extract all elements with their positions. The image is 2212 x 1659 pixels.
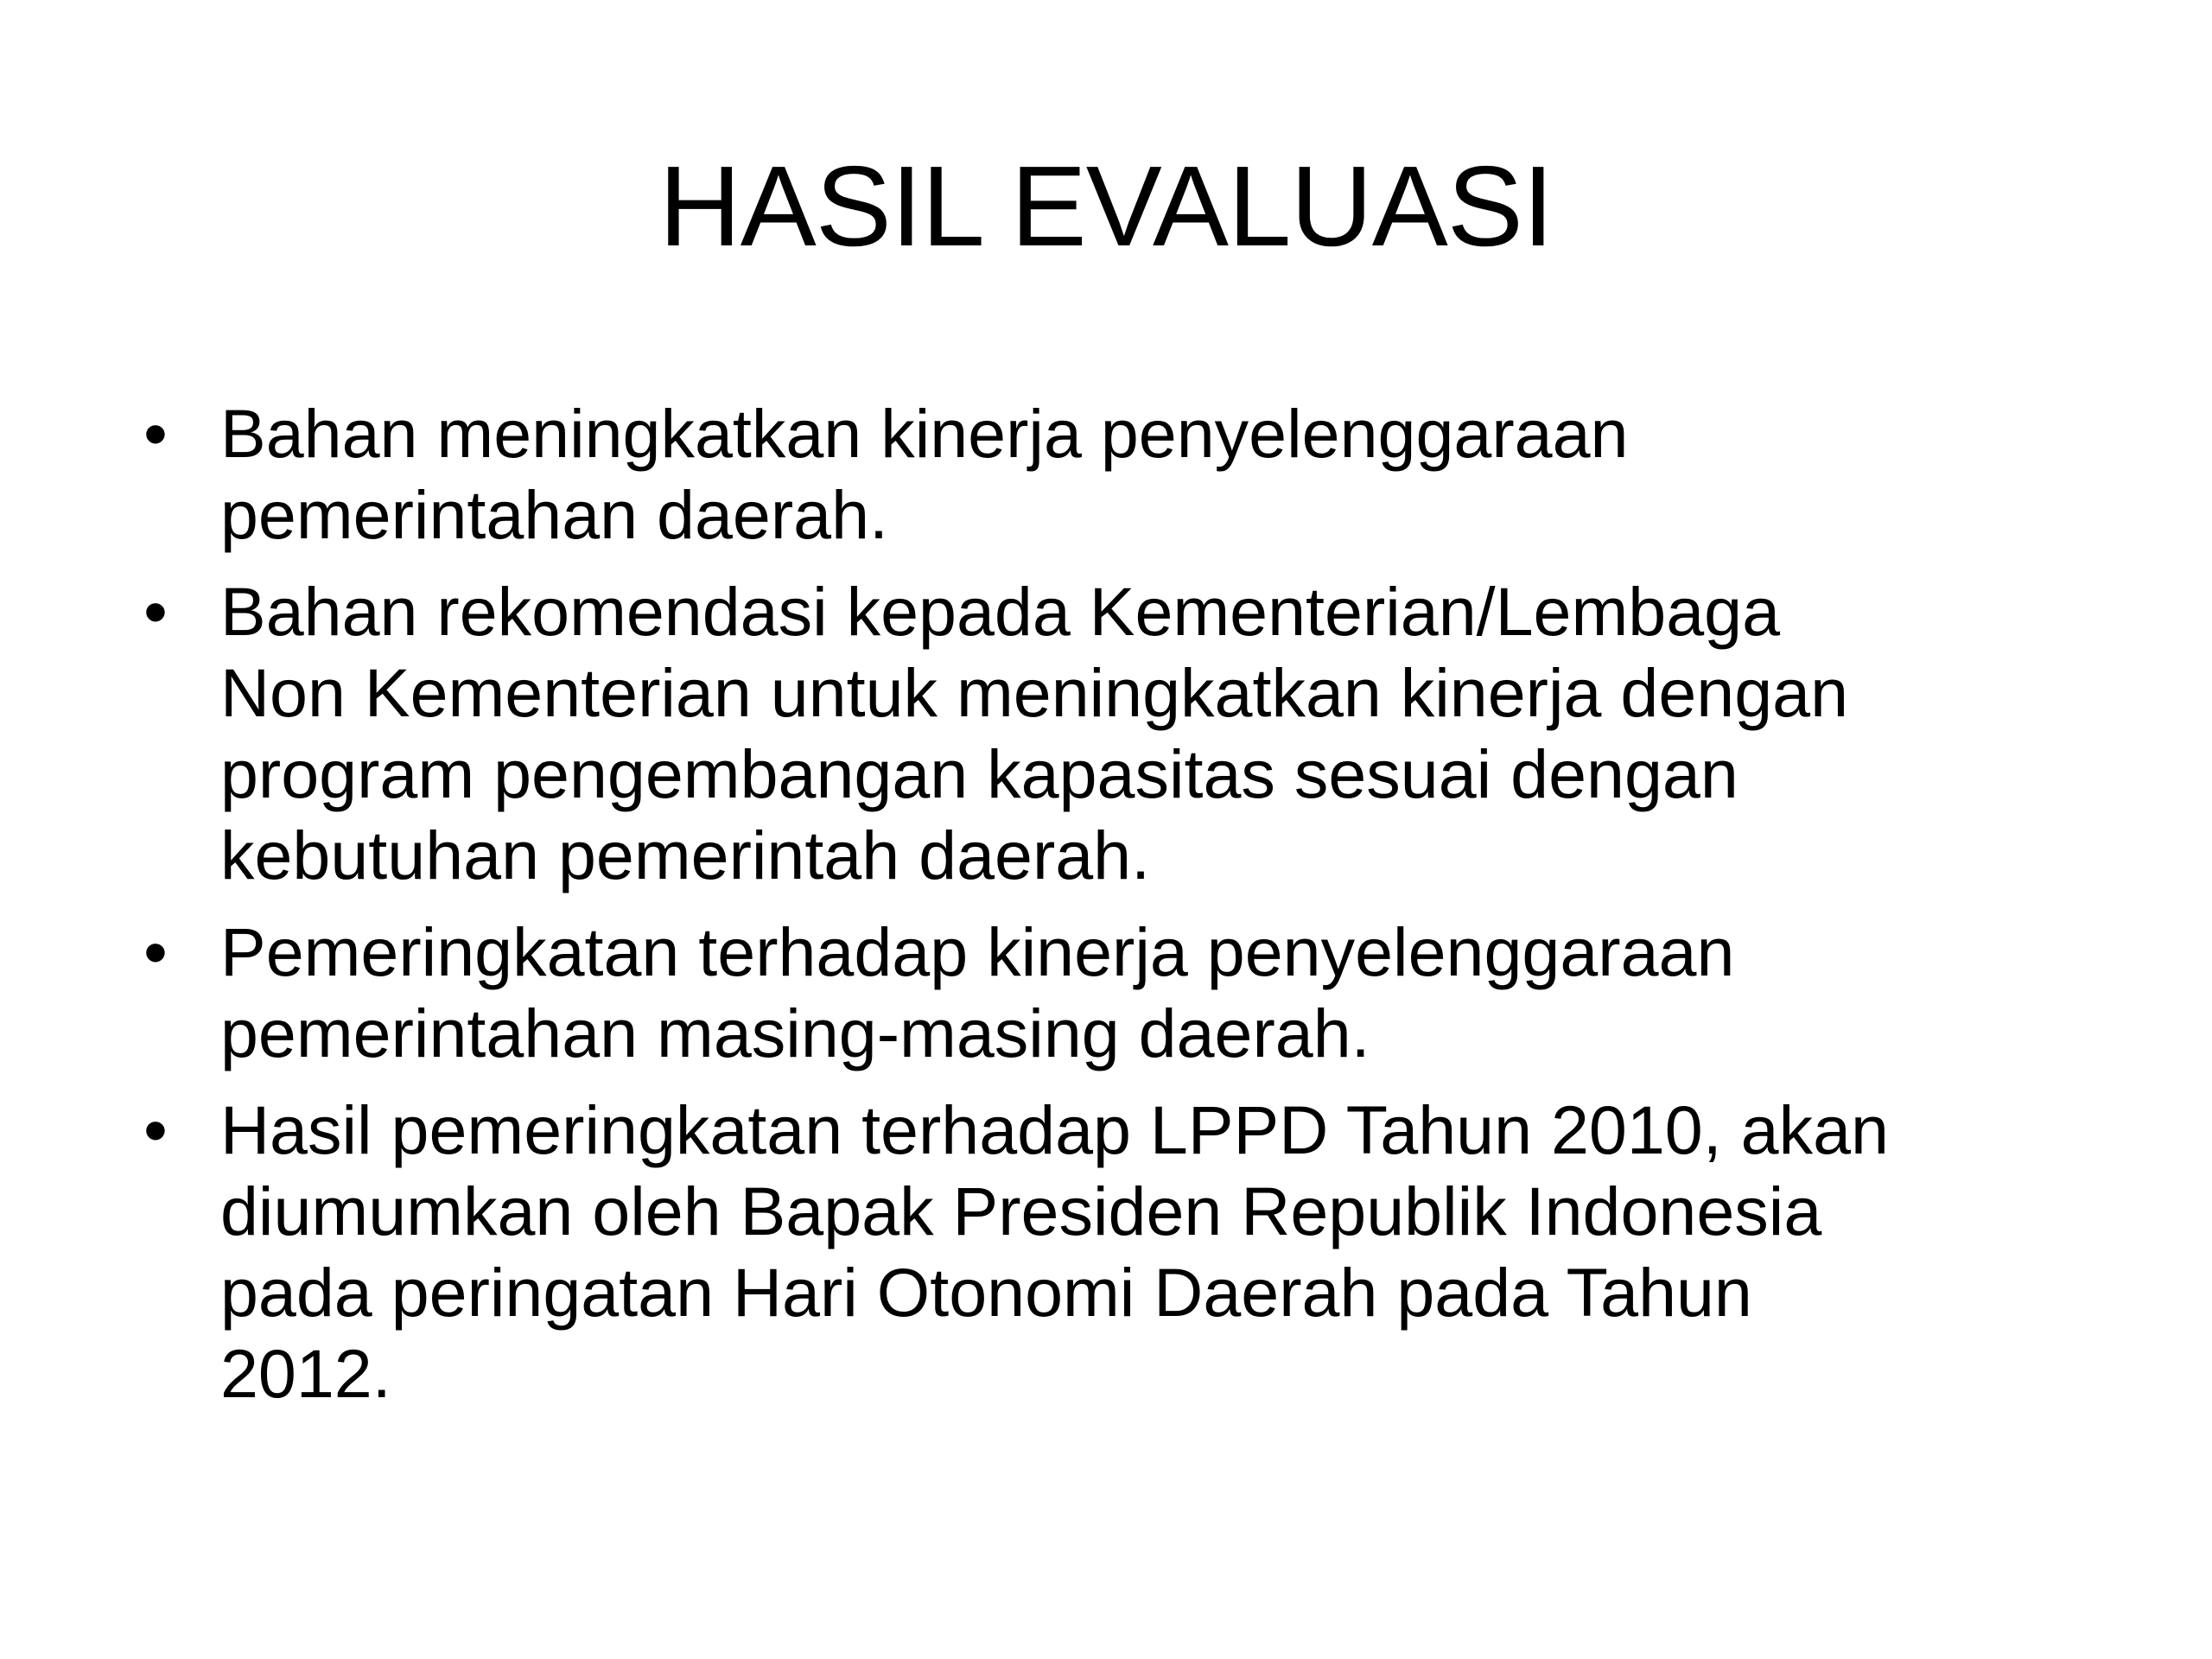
bullet-line: Non Kementerian untuk meningkatkan kinerja dengan xyxy=(220,654,1849,731)
slide-title: HASIL EVALUASI xyxy=(658,143,1554,270)
bullet-icon: • xyxy=(143,395,168,472)
bullet-line: kebutuhan pemerintah daerah. xyxy=(220,817,1151,893)
bullet-icon: • xyxy=(143,1091,168,1168)
bullet-line: pada peringatan Hari Otonomi Daerah pada Tahun xyxy=(220,1254,1752,1331)
bullet-item xyxy=(138,1090,2091,1414)
bullet-line: Bahan rekomendasi kepada Kementerian/Lembaga xyxy=(220,573,1781,650)
bullet-line: program pengembangan kapasitas sesuai dengan xyxy=(220,735,1738,812)
bullet-line: Hasil pemeringkatan terhadap LPPD Tahun 2010, akan xyxy=(220,1091,1889,1168)
bullet-line: Pemeringkatan terhadap kinerja penyelenggaraan xyxy=(220,913,1735,990)
bullet-line: Bahan meningkatkan kinerja penyelenggaraan xyxy=(220,395,1629,472)
bullet-icon: • xyxy=(143,573,168,650)
bullet-item xyxy=(138,912,2091,1074)
bullet-list xyxy=(138,393,2091,1430)
bullet-icon: • xyxy=(143,913,168,990)
bullet-item xyxy=(138,571,2091,896)
bullet-line: diumumkan oleh Bapak Presiden Republik Indonesia xyxy=(220,1173,1822,1249)
bullet-line: pemerintahan daerah. xyxy=(220,476,888,553)
bullet-line: pemerintahan masing-masing daerah. xyxy=(220,995,1370,1071)
bullet-item xyxy=(138,393,2091,556)
bullet-line: 2012. xyxy=(220,1335,391,1412)
